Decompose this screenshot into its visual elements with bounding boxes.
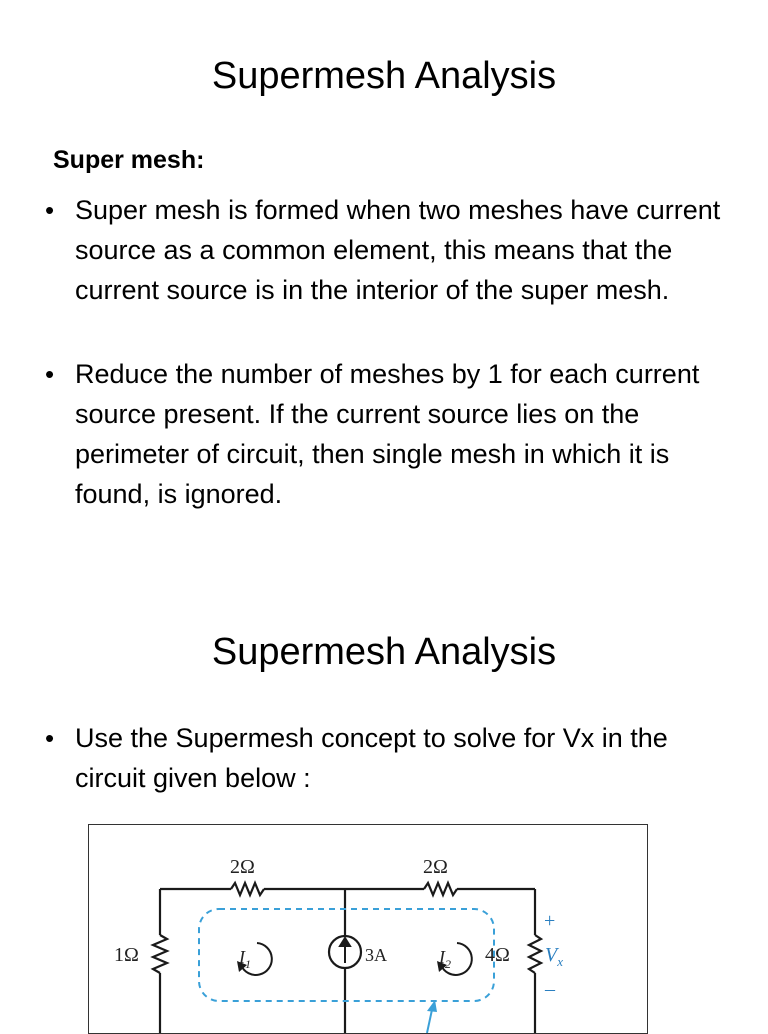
label-r-top-left: 2Ω	[230, 856, 255, 878]
label-minus: –	[545, 978, 555, 1000]
label-source: 3A	[365, 945, 387, 965]
label-r-left: 1Ω	[114, 944, 139, 966]
label-vx: $V_x$	[545, 944, 563, 969]
circuit-svg	[89, 825, 647, 1033]
resistor-top-left	[231, 883, 264, 895]
circuit-diagram	[88, 824, 648, 1034]
resistor-top-right	[424, 883, 457, 895]
bullet-item: • Use the Supermesh concept to solve for Vx in the circuit given below :	[75, 718, 725, 798]
label-r-right: 4Ω	[485, 944, 510, 966]
slide-title: Supermesh Analysis	[211, 55, 557, 97]
label-mesh2: $I_2$	[439, 947, 451, 971]
label-mesh1: $I_1$	[239, 947, 251, 971]
label-plus: +	[544, 910, 556, 932]
slide-title: Supermesh Analysis	[211, 631, 557, 673]
bullet-item: • Super mesh is formed when two meshes have current source as a common element, this means that the current source is in the interior of the super mesh.	[75, 190, 725, 310]
resistor-left	[153, 935, 167, 973]
subheading: Super mesh:	[53, 146, 205, 174]
bullet-item: • Reduce the number of meshes by 1 for each current source present. If the current source lies on the perimeter of circuit, then single mesh in which it is found, is ignored.	[75, 354, 725, 514]
label-r-top-right: 2Ω	[423, 856, 448, 878]
resistor-right	[529, 935, 541, 973]
